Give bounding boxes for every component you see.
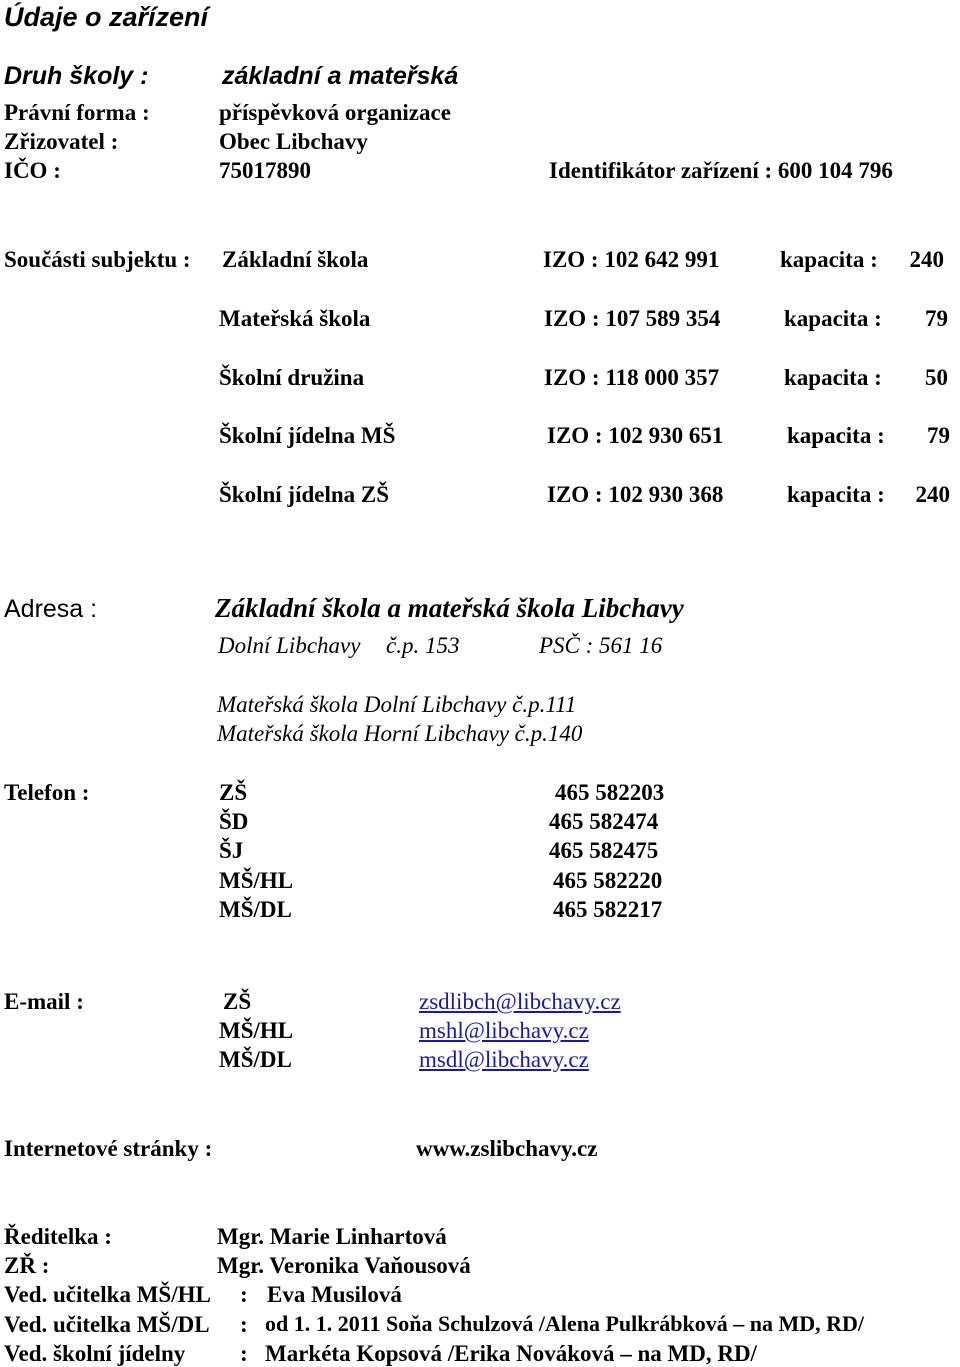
- staff-role: Ved. školní jídelny: [4, 1341, 186, 1366]
- phone-label: Telefon :: [4, 780, 90, 805]
- staff-role: Ved. učitelka MŠ/DL: [4, 1312, 210, 1337]
- founder-value: Obec Libchavy: [219, 129, 368, 154]
- address-street: Dolní Libchavy: [218, 633, 361, 658]
- component-capacity: 50: [925, 365, 948, 390]
- address-school-name: Základní škola a mateřská škola Libchavy: [215, 593, 684, 623]
- legal-form-value: příspěvková organizace: [219, 100, 451, 125]
- component-izo: IZO : 102 930 368: [547, 482, 724, 507]
- email-link[interactable]: zsdlibch@libchavy.cz: [419, 989, 621, 1014]
- component-name: Školní jídelna ZŠ: [219, 482, 390, 507]
- staff-name: Mgr. Marie Linhartová: [217, 1224, 447, 1249]
- address-kindergarten-1: Mateřská škola Dolní Libchavy č.p.111: [217, 692, 577, 717]
- phone-number: 465 582203: [555, 780, 665, 805]
- school-type-value: základní a mateřská: [222, 62, 459, 90]
- email-unit: MŠ/HL: [219, 1018, 294, 1043]
- email-unit: ZŠ: [223, 989, 252, 1014]
- ico-label: IČO :: [4, 158, 61, 183]
- staff-role: ZŘ :: [4, 1253, 50, 1278]
- phone-unit: ŠD: [219, 809, 249, 834]
- component-name: Školní jídelna MŠ: [219, 423, 396, 448]
- component-capacity-label: kapacita :: [787, 482, 885, 507]
- component-capacity-label: kapacita :: [780, 247, 878, 272]
- phone-number: 465 582475: [549, 838, 659, 863]
- staff-separator: :: [240, 1282, 248, 1307]
- address-house-number: č.p. 153: [386, 633, 460, 658]
- phone-number: 465 582474: [549, 809, 659, 834]
- component-capacity: 240: [909, 247, 944, 272]
- staff-name: od 1. 1. 2011 Soňa Schulzová /Alena Pulkrábková – na MD, RD/: [265, 1311, 864, 1336]
- address-label: Adresa :: [4, 595, 98, 623]
- component-name: Školní družina: [219, 365, 365, 390]
- email-label: E-mail :: [4, 989, 84, 1014]
- phone-number: 465 582220: [553, 868, 663, 893]
- phone-unit: ZŠ: [219, 780, 248, 805]
- component-izo: IZO : 102 642 991: [543, 247, 720, 272]
- email-link[interactable]: mshl@libchavy.cz: [419, 1018, 589, 1043]
- staff-name: Markéta Kopsová /Erika Nováková – na MD, RD/: [265, 1341, 757, 1366]
- phone-number: 465 582217: [553, 897, 663, 922]
- phone-unit: ŠJ: [219, 838, 244, 863]
- founder-label: Zřizovatel :: [4, 129, 119, 154]
- component-izo: IZO : 118 000 357: [544, 365, 720, 390]
- component-capacity-label: kapacita :: [787, 423, 885, 448]
- component-capacity-label: kapacita :: [784, 306, 882, 331]
- component-capacity: 240: [915, 482, 950, 507]
- website-label: Internetové stránky :: [4, 1136, 213, 1161]
- staff-separator: :: [240, 1341, 248, 1366]
- staff-name: Mgr. Veronika Vaňousová: [217, 1253, 471, 1278]
- address-postal-code: PSČ : 561 16: [539, 633, 663, 658]
- address-kindergarten-2: Mateřská škola Horní Libchavy č.p.140: [217, 721, 583, 746]
- staff-separator: :: [240, 1312, 248, 1337]
- ico-value: 75017890: [219, 158, 311, 183]
- legal-form-label: Právní forma :: [4, 100, 150, 125]
- website-url[interactable]: www.zslibchavy.cz: [416, 1136, 598, 1161]
- staff-name: Eva Musilová: [267, 1282, 402, 1307]
- phone-unit: MŠ/HL: [219, 868, 294, 893]
- components-label: Součásti subjektu :: [4, 247, 191, 272]
- email-link[interactable]: msdl@libchavy.cz: [419, 1047, 589, 1072]
- component-capacity: 79: [925, 306, 948, 331]
- staff-role: Ředitelka :: [4, 1224, 112, 1249]
- phone-unit: MŠ/DL: [219, 897, 292, 922]
- component-capacity: 79: [927, 423, 950, 448]
- page-title: Údaje o zařízení: [4, 2, 209, 32]
- component-name: Základní škola: [222, 247, 369, 272]
- component-name: Mateřská škola: [219, 306, 371, 331]
- school-type-label: Druh školy :: [4, 62, 149, 90]
- staff-role: Ved. učitelka MŠ/HL: [4, 1282, 211, 1307]
- facility-identifier: Identifikátor zařízení : 600 104 796: [549, 158, 893, 183]
- component-capacity-label: kapacita :: [784, 365, 882, 390]
- email-unit: MŠ/DL: [219, 1047, 292, 1072]
- component-izo: IZO : 102 930 651: [547, 423, 724, 448]
- component-izo: IZO : 107 589 354: [544, 306, 721, 331]
